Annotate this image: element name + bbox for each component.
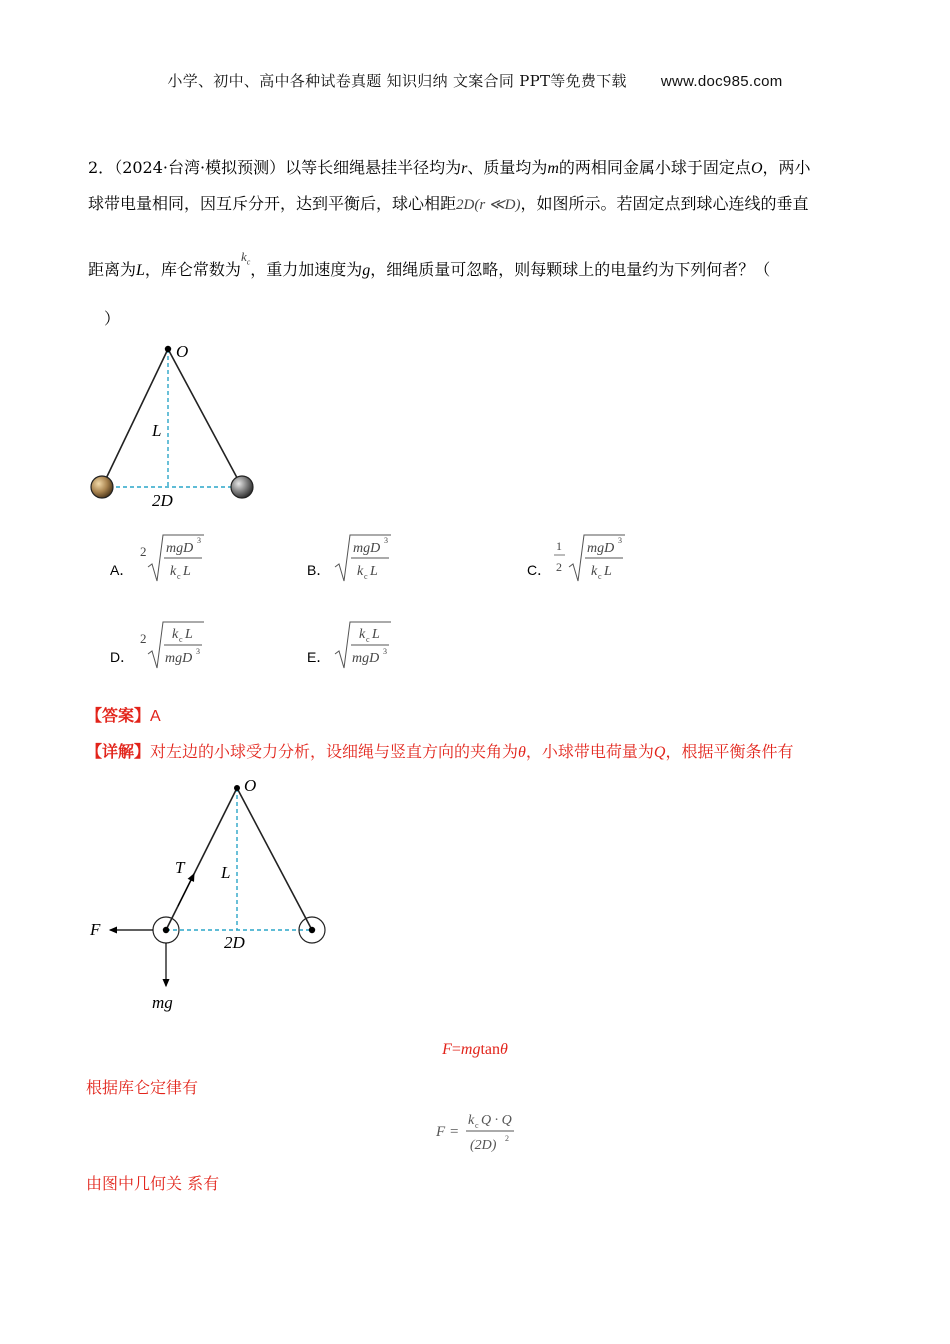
option-D-formula: [136, 618, 236, 672]
question-text: 距离为: [88, 260, 137, 279]
svg-text:mgD: mgD: [165, 651, 193, 666]
svg-text:2: 2: [140, 544, 147, 559]
svg-text:c: c: [598, 572, 602, 581]
question-source: （2024·台湾·模拟预测）: [114, 158, 286, 177]
svg-text:k: k: [172, 627, 179, 642]
pivot-point: [165, 346, 171, 352]
label-2D: 2D: [152, 491, 173, 510]
question-line-4: [104, 308, 120, 330]
detail-line: [86, 741, 793, 764]
detail-text: ，根据平衡条件有: [665, 742, 794, 761]
label-O: O: [176, 342, 189, 361]
option-E-formula: [331, 618, 431, 672]
string-left: [102, 349, 168, 487]
question-text: ，如图所示。若固定点到球心连线的垂直: [520, 194, 809, 213]
var-g: g: [362, 262, 371, 279]
svg-text:L: L: [372, 627, 380, 642]
svg-text:2: 2: [140, 631, 147, 646]
svg-text:k: k: [591, 564, 598, 579]
option-C-formula: [553, 531, 663, 585]
option-B-formula: [331, 531, 431, 585]
string-right: [168, 349, 242, 487]
option-label: D．: [110, 649, 135, 665]
question-text: ，细绳质量可忽略，则每颗球上的电量约为下列何者？（: [370, 260, 771, 279]
tension-arrow: [178, 874, 194, 906]
svg-text:3: 3: [383, 647, 387, 656]
svg-text:L: L: [185, 627, 193, 642]
geometry-line: 由图中几何关 系有: [86, 1174, 220, 1193]
svg-text:c: c: [364, 572, 368, 581]
detail-text: ，小球带电荷量为: [525, 742, 654, 761]
label-F: F: [90, 920, 101, 939]
svg-text:=: =: [450, 1124, 459, 1140]
equation-coulomb: [432, 1104, 532, 1158]
string-right: [237, 788, 312, 930]
svg-text:3: 3: [197, 536, 201, 545]
header-site[interactable]: www.doc985.com: [660, 73, 783, 90]
svg-text:k: k: [359, 627, 366, 642]
question-text: 、质量均为: [467, 158, 548, 177]
var-Q: Q: [653, 744, 666, 761]
svg-text:k: k: [170, 564, 177, 579]
svg-text:2: 2: [505, 1134, 509, 1143]
svg-text:k: k: [357, 564, 364, 579]
coulomb-law-line: 根据库仑定律有: [86, 1078, 199, 1097]
svg-text:2: 2: [556, 560, 562, 574]
question-line-3: [88, 249, 771, 288]
label-2D: 2D: [224, 933, 245, 952]
var-L: L: [136, 262, 145, 279]
var-O: O: [750, 160, 763, 177]
question-text: 球带电量相同，因互斥分开，达到平衡后，球心相距: [88, 194, 457, 213]
question-text: ，两小: [762, 158, 811, 177]
svg-text:F: F: [436, 1124, 446, 1140]
svg-text:c: c: [179, 635, 183, 644]
question-text: ）: [104, 309, 121, 328]
svg-text:3: 3: [618, 536, 622, 545]
svg-text:3: 3: [384, 536, 388, 545]
svg-text:mgD: mgD: [166, 541, 194, 556]
svg-text:mgD: mgD: [353, 541, 381, 556]
equation-F-mgtan: F=mgtanθ: [442, 1041, 508, 1058]
var-m: m: [547, 160, 559, 177]
svg-text:L: L: [604, 564, 612, 579]
svg-text:mgD: mgD: [352, 651, 380, 666]
var-theta: θ: [518, 744, 526, 761]
page-header: [0, 70, 950, 91]
svg-text:L: L: [370, 564, 378, 579]
svg-text:c: c: [177, 572, 181, 581]
svg-text:mgD: mgD: [587, 541, 615, 556]
option-label: E．: [307, 649, 331, 665]
svg-text:1: 1: [556, 539, 562, 553]
var-kc: kc: [240, 249, 251, 267]
answer-value: A: [150, 708, 161, 725]
question-line-1: [88, 157, 811, 180]
label-L: L: [152, 421, 162, 440]
label-L: L: [221, 863, 231, 882]
option-A-formula: [136, 531, 236, 585]
ball-right: [231, 476, 253, 498]
ball-left: [91, 476, 113, 498]
var-r: r: [461, 160, 468, 177]
pivot-point: [234, 785, 240, 791]
question-text: ，库仑常数为: [144, 260, 241, 279]
option-label: A．: [110, 562, 134, 578]
question-text: ，重力加速度为: [250, 260, 363, 279]
question-number: 2．: [88, 158, 115, 177]
label-O: O: [244, 776, 257, 795]
answer-tag: 【答案】: [86, 706, 151, 725]
header-text: 小学、初中、高中各种试卷真题 知识归纳 文案合同 PPT等免费下载: [167, 72, 627, 90]
question-text: 的两相同金属小球于固定点: [558, 158, 751, 177]
pendulum-figure: [80, 338, 270, 510]
detail-tag: 【详解】: [86, 742, 151, 761]
label-T: T: [175, 858, 185, 877]
svg-text:L: L: [183, 564, 191, 579]
answer-line: [86, 705, 161, 728]
label-mg: mg: [152, 993, 173, 1012]
option-label: B．: [307, 562, 331, 578]
detail-text: 对左边的小球受力分析，设细绳与竖直方向的夹角为: [150, 742, 519, 761]
svg-text:3: 3: [196, 647, 200, 656]
question-text: 以等长细绳悬挂半径均为: [285, 158, 462, 177]
ball-left-center: [163, 927, 169, 933]
question-line-2: [88, 193, 808, 216]
svg-text:k: k: [468, 1113, 475, 1128]
force-diagram: [86, 772, 346, 1017]
distance-expression: 2D(r ≪D): [456, 197, 521, 213]
svg-text:c: c: [366, 635, 370, 644]
option-label: C．: [527, 562, 552, 578]
ball-right-center: [309, 927, 315, 933]
svg-text:(2D): (2D): [470, 1138, 497, 1153]
svg-text:c: c: [475, 1121, 479, 1130]
svg-text:Q · Q: Q · Q: [481, 1113, 512, 1128]
